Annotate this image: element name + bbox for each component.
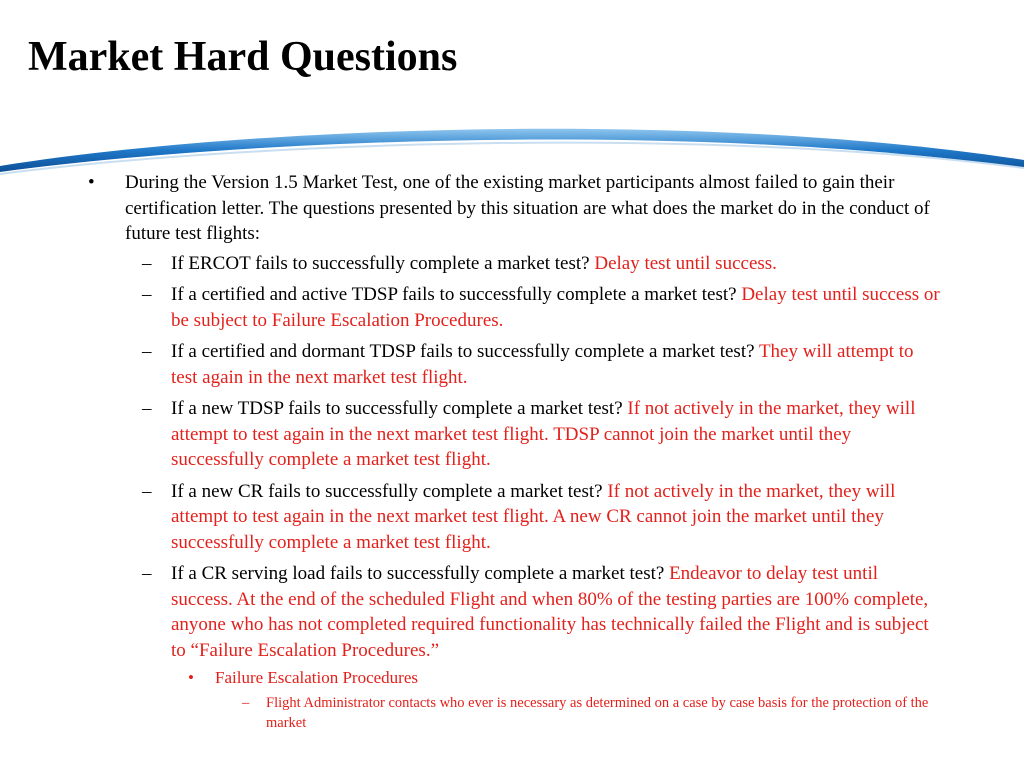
- answer-text: If not actively in the market, they will attempt to test again in the next market test flight. A new CR cannot join the market until they successfully complete a market test flight.: [171, 480, 896, 553]
- main-bullet: [84, 170, 944, 733]
- question-text: If a CR serving load fails to successfully complete a market test?: [171, 563, 670, 584]
- header-swoosh-decoration: [0, 108, 1024, 178]
- dash-marker: –: [142, 252, 152, 274]
- dash-marker: –: [142, 398, 152, 419]
- intro-text: During the Version 1.5 Market Test, one of the existing market participants almost failed to gain their certification letter. The questions presented by this situation are what does the market do in the conduct of future test flights:: [125, 172, 930, 244]
- question-text: If a certified and dormant TDSP fails to successfully complete a market test?: [171, 341, 759, 362]
- answer-text: Delay test until success or be subject to Failure Escalation Procedures.: [171, 284, 940, 331]
- answer-text: Endeavor to delay test until success. At the end of the scheduled Flight and when 80% of the testing parties are 100% complete, anyone who has not completed required functionality has technically failed the Flight and is subject to “Failure Escalation Procedures.”: [171, 563, 929, 661]
- answer-text: Delay test until success.: [594, 252, 777, 274]
- slide-body: [84, 170, 944, 739]
- dash-marker: –: [242, 695, 250, 711]
- question-item: [84, 339, 944, 390]
- question-text: If ERCOT fails to successfully complete a market test?: [171, 252, 595, 274]
- bullet-marker: •: [188, 668, 194, 687]
- sub-bullet-text: Failure Escalation Procedures: [215, 668, 418, 687]
- dash-marker: –: [142, 563, 152, 584]
- bullet-marker: •: [88, 172, 95, 193]
- question-text: If a new TDSP fails to successfully complete a market test?: [171, 398, 628, 419]
- answer-text: If not actively in the market, they will attempt to test again in the next market test flight. TDSP cannot join the market until they successfully complete a market test flight.: [171, 398, 916, 470]
- dash-marker: –: [142, 284, 152, 305]
- question-item: [84, 561, 944, 733]
- sub-sub-bullet-text: Flight Administrator contacts who ever is necessary as determined on a case by case basis for the protection of the market: [266, 695, 929, 731]
- question-item: [84, 282, 944, 333]
- slide-title: Market Hard Questions: [28, 34, 458, 80]
- dash-marker: –: [142, 480, 152, 502]
- sub-bullet-item: [84, 667, 944, 689]
- question-text: If a certified and active TDSP fails to successfully complete a market test?: [171, 284, 742, 305]
- question-text: If a new CR fails to successfully complete a market test?: [171, 480, 608, 502]
- sub-sub-bullet-item: [84, 693, 944, 733]
- question-item: [84, 251, 944, 277]
- dash-marker: –: [142, 341, 152, 362]
- question-item: [84, 479, 944, 556]
- question-item: [84, 396, 944, 473]
- answer-text: They will attempt to test again in the next market test flight.: [171, 341, 914, 388]
